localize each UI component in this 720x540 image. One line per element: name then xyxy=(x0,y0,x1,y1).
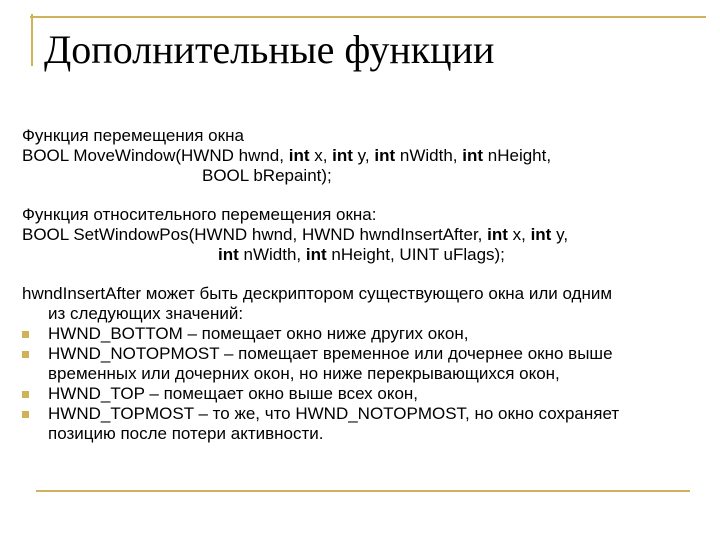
keyword-int: int xyxy=(218,245,239,264)
setwindowpos-signature xyxy=(22,225,702,245)
list-item-text: HWND_BOTTOM – помещает окно ниже других окон, xyxy=(48,324,469,343)
square-bullet-icon xyxy=(22,391,29,398)
code-text: nWidth, xyxy=(238,245,306,264)
keyword-int: int xyxy=(305,245,327,264)
movewindow-caption: Функция перемещения окна xyxy=(22,126,244,145)
setwindowpos-signature-continuation xyxy=(22,245,702,265)
list-item-hwnd-topmost xyxy=(22,404,702,444)
code-text: BOOL SetWindowPos(HWND hwnd, HWND hwndInsertAfter, xyxy=(22,225,488,244)
top-decorative-rule xyxy=(30,16,706,18)
list-item-hwnd-notopmost xyxy=(22,344,702,384)
spacer xyxy=(22,186,702,205)
list-item-text: временных или дочерних окон, но ниже перекрывающихся окон, xyxy=(48,364,560,383)
insertafter-intro: hwndInsertAfter может быть дескриптором существующего окна или одним xyxy=(22,284,613,303)
list-item-text: HWND_NOTOPMOST – помещает временное или дочернее окно выше xyxy=(48,344,613,363)
square-bullet-icon xyxy=(22,351,29,358)
code-text: BOOL MoveWindow(HWND hwnd, xyxy=(22,146,289,165)
keyword-int: int xyxy=(288,146,310,165)
code-text: y, xyxy=(551,225,569,244)
bottom-decorative-rule xyxy=(36,490,690,492)
left-decorative-rule xyxy=(31,14,33,66)
setwindowpos-caption: Функция относительного перемещения окна: xyxy=(22,205,377,224)
code-text: nWidth, xyxy=(395,146,463,165)
code-text: x, xyxy=(309,146,333,165)
code-text: nHeight, UINT uFlags); xyxy=(326,245,505,264)
code-text: x, xyxy=(507,225,531,244)
code-text: nHeight, xyxy=(483,146,552,165)
page-title: Дополнительные функции xyxy=(44,27,495,72)
movewindow-signature-continuation: BOOL bRepaint); xyxy=(202,166,332,185)
list-item-text: позицию после потери активности. xyxy=(48,424,324,443)
spacer xyxy=(22,265,702,284)
list-item-text: HWND_TOPMOST – то же, что HWND_NOTOPMOST, но окно сохраняет xyxy=(48,404,620,423)
insertafter-intro-continuation: из следующих значений: xyxy=(48,304,244,323)
code-text: y, xyxy=(352,146,375,165)
keyword-int: int xyxy=(462,146,484,165)
keyword-int: int xyxy=(530,225,552,244)
list-item-text: HWND_TOP – помещает окно выше всех окон, xyxy=(48,384,419,403)
list-item-hwnd-top xyxy=(22,384,702,404)
movewindow-signature xyxy=(22,146,702,166)
slide-body xyxy=(22,126,702,444)
keyword-int: int xyxy=(487,225,508,244)
square-bullet-icon xyxy=(22,331,29,338)
keyword-int: int xyxy=(374,146,396,165)
list-item-hwnd-bottom xyxy=(22,324,702,344)
square-bullet-icon xyxy=(22,411,29,418)
keyword-int: int xyxy=(332,146,353,165)
